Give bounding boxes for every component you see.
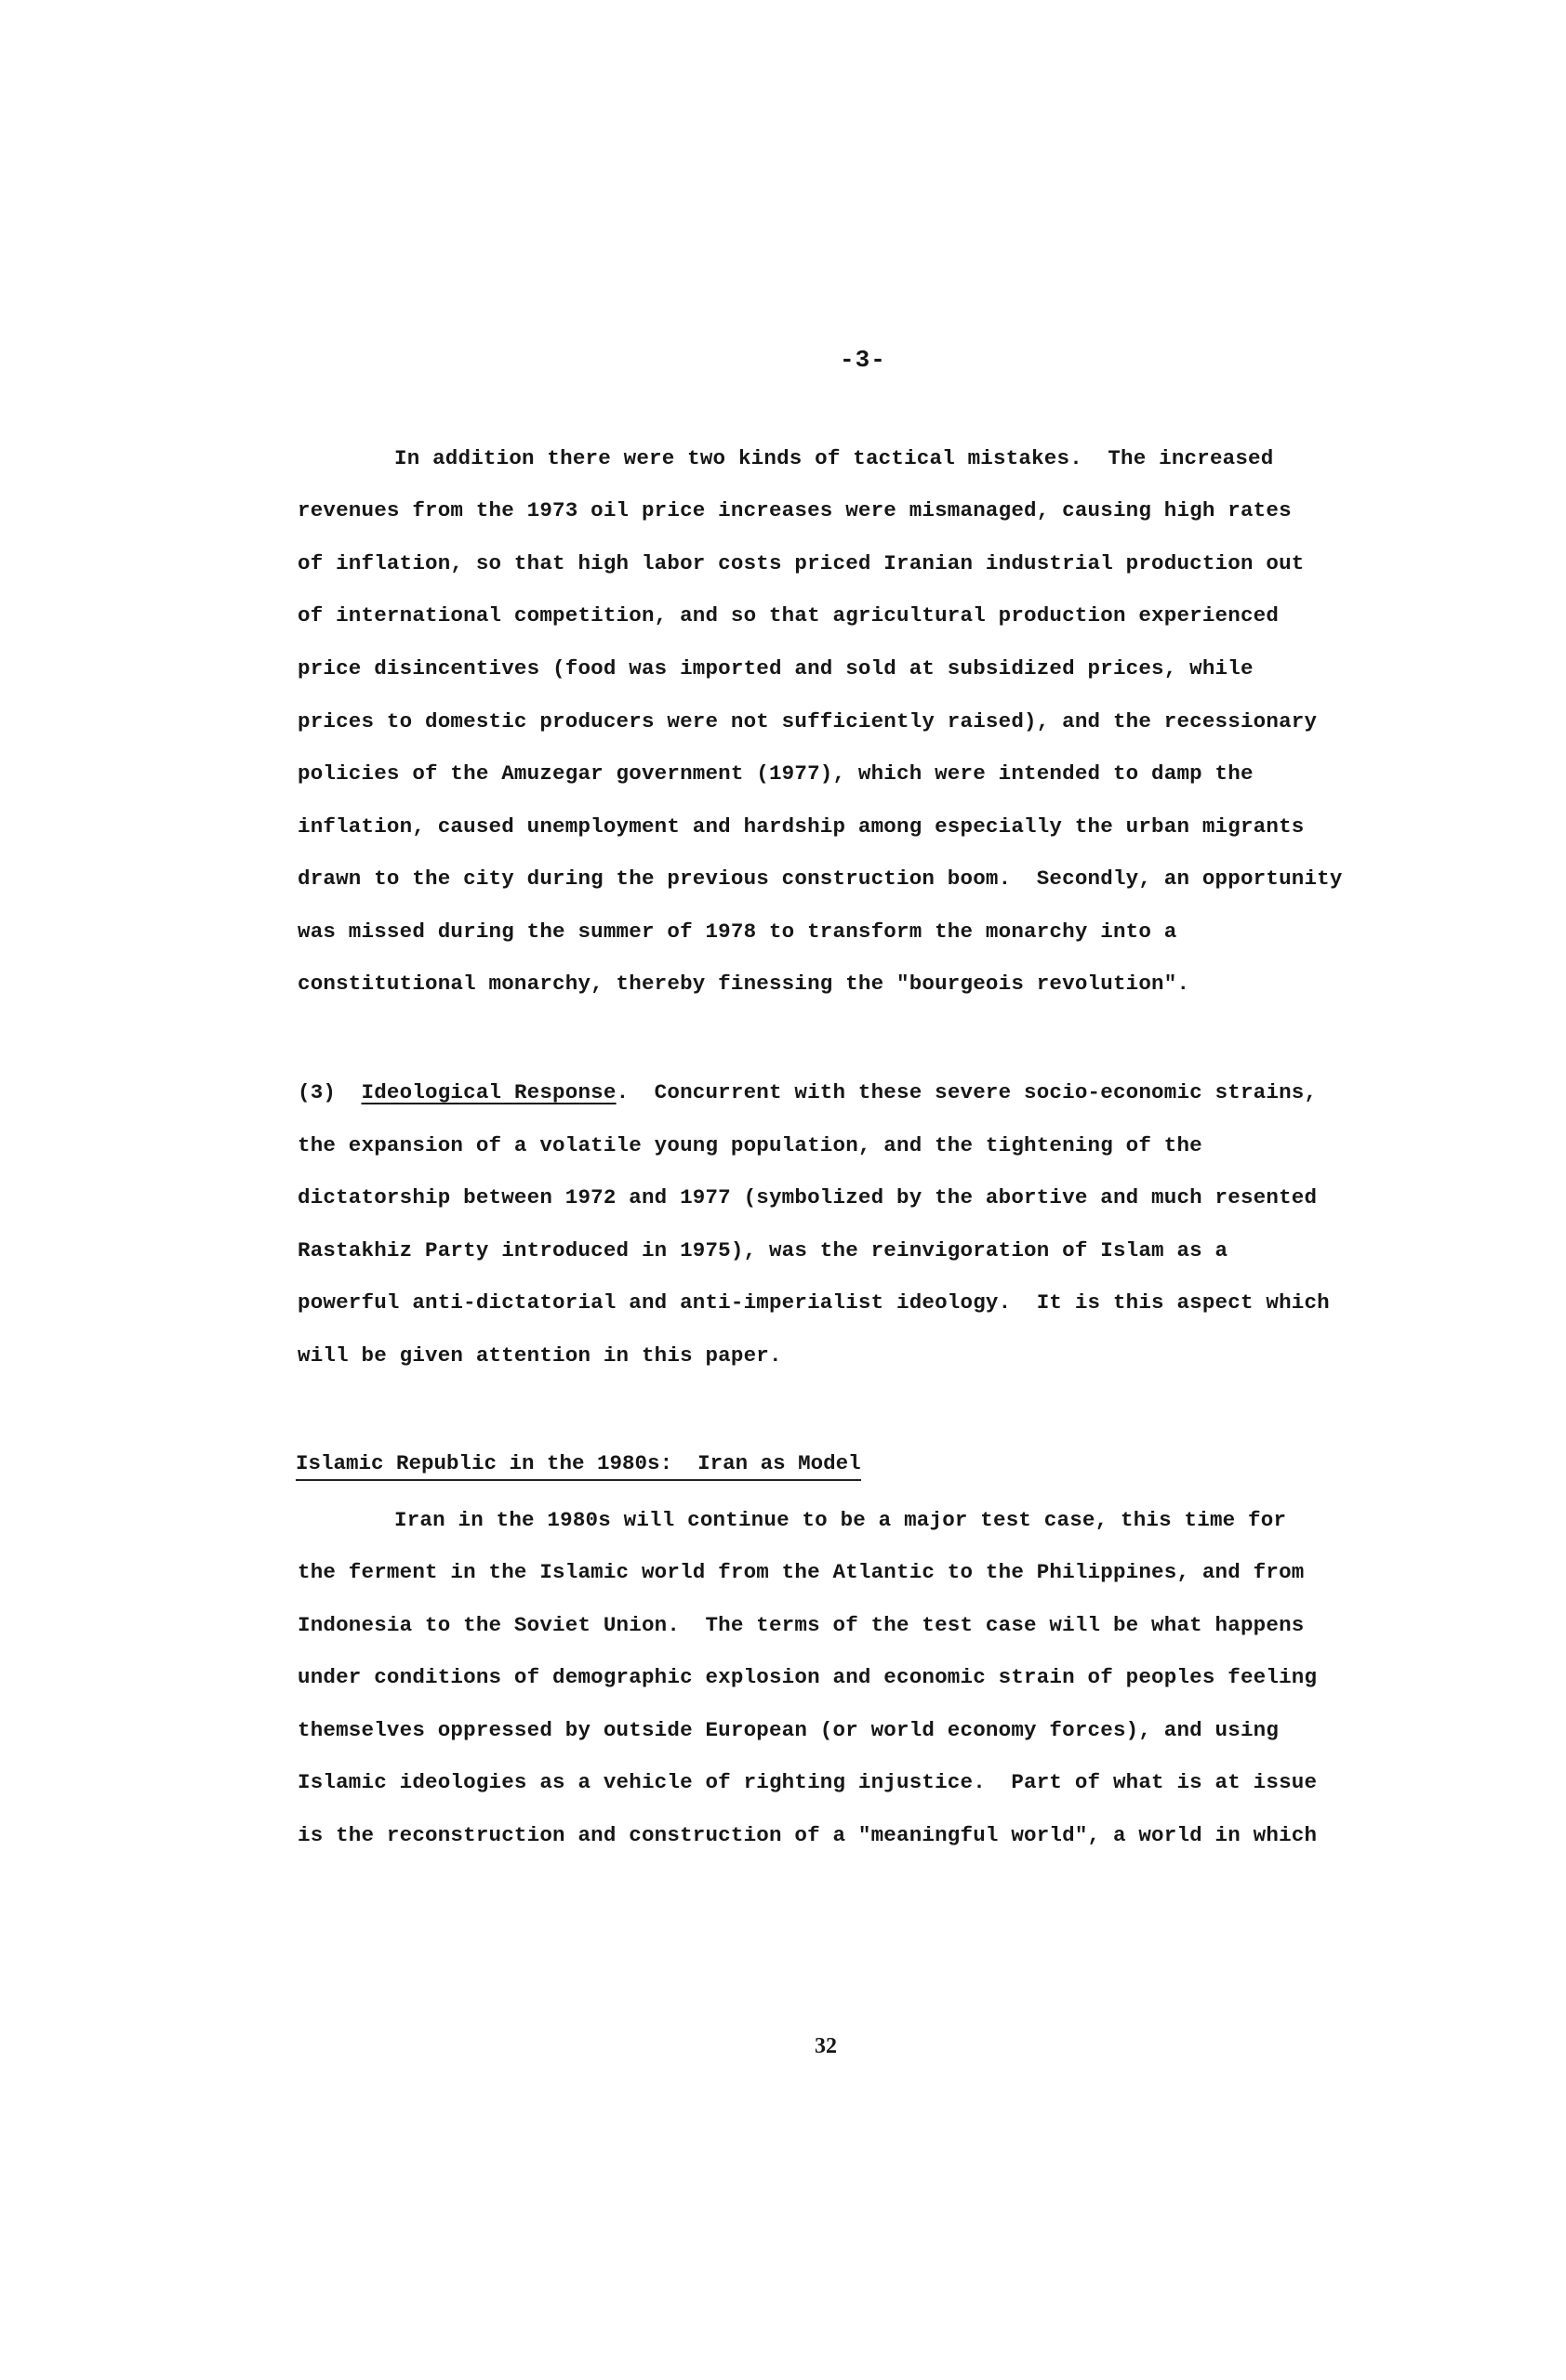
text-line: revenues from the 1973 oil price increases were mismanaged, causing high rates (298, 498, 1292, 522)
text-line: Indonesia to the Soviet Union. The terms of the test case will be what happens (298, 1613, 1305, 1637)
text-line: the expansion of a volatile young population, and the tightening of the (298, 1133, 1202, 1157)
text-line: drawn to the city during the previous construction boom. Secondly, an opportunity (298, 866, 1343, 891)
text-line: price disincentives (food was imported and sold at subsidized prices, while (298, 656, 1254, 681)
text-line: powerful anti-dictatorial and anti-imperialist ideology. It is this aspect which (298, 1290, 1330, 1315)
text-line: inflation, caused unemployment and hardship among especially the urban migrants (298, 814, 1305, 839)
text-line: Rastakhiz Party introduced in 1975), was the reinvigoration of Islam as a (298, 1238, 1228, 1263)
text-line: of international competition, and so that agricultural production experienced (298, 603, 1280, 628)
section-heading: Islamic Republic in the 1980s: Iran as Model (296, 1449, 861, 1481)
text-line: the ferment in the Islamic world from the Atlantic to the Philippines, and from (298, 1560, 1305, 1584)
text-line: is the reconstruction and construction of a "meaningful world", a world in which (298, 1823, 1318, 1847)
text-fragment: . Concurrent with these severe socio-economic strains, (616, 1080, 1318, 1104)
text-line: dictatorship between 1972 and 1977 (symbolized by the abortive and much resented (298, 1185, 1318, 1210)
text-line: Iran in the 1980s will continue to be a major test case, this time for (394, 1508, 1287, 1532)
text-line: policies of the Amuzegar government (1977), which were intended to damp the (298, 761, 1254, 786)
text-line (298, 1078, 1317, 1106)
text-line: will be given attention in this paper. (298, 1343, 782, 1368)
page-number-bottom: 32 (815, 2034, 837, 2058)
text-line: was missed during the summer of 1978 to transform the monarchy into a (298, 919, 1177, 944)
text-line: constitutional monarchy, thereby finessing the "bourgeois revolution". (298, 972, 1190, 996)
section-title: Ideological Response (361, 1080, 617, 1104)
text-line: Islamic ideologies as a vehicle of righting injustice. Part of what is at issue (298, 1770, 1318, 1794)
text-line: prices to domestic producers were not sufficiently raised), and the recessionary (298, 709, 1318, 734)
text-line: themselves oppressed by outside European (or world economy forces), and using (298, 1718, 1280, 1742)
text-line: In addition there were two kinds of tactical mistakes. The increased (394, 446, 1274, 470)
text-line: under conditions of demographic explosion and economic strain of peoples feeling (298, 1665, 1318, 1689)
text-line: of inflation, so that high labor costs priced Iranian industrial production out (298, 551, 1305, 575)
section-number: (3) (298, 1080, 337, 1104)
page-number-top: -3- (840, 346, 886, 374)
